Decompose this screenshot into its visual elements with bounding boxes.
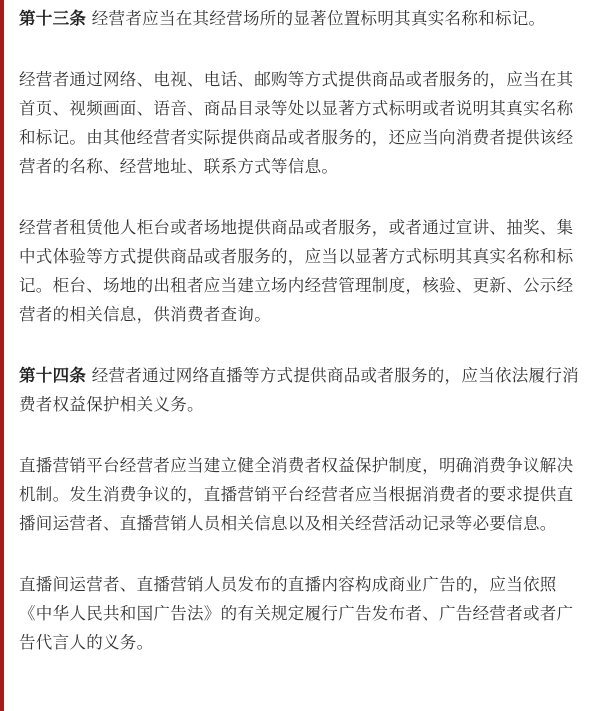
left-accent-bar (0, 0, 4, 711)
paragraph-online-sellers (19, 65, 581, 181)
paragraph-counter-rental (19, 213, 581, 329)
paragraph-text: 直播营销平台经营者应当建立健全消费者权益保护制度，明确消费争议解决机制。发生消费争议的，直播营销平台经营者应当根据消费者的要求提供直播间运营者、直播营销人员相关信息以及相关经营活动记录等必要信息。 (19, 456, 574, 533)
paragraph-text: 经营者租赁他人柜台或者场地提供商品或者服务，或者通过宣讲、抽奖、集中式体验等方式提供商品或者服务的，应当以显著方式标明其真实名称和标记。柜台、场地的出租者应当建立场内经营管理制度，核验、更新、公示经营者的相关信息，供消费者查询。 (19, 218, 574, 324)
paragraph-article-13 (19, 4, 581, 33)
article-number: 第十四条 (19, 366, 87, 385)
paragraph-article-14 (19, 361, 581, 419)
paragraph-text: 经营者通过网络、电视、电话、邮购等方式提供商品或者服务的，应当在其首页、视频画面、语音、商品目录等处以显著方式标明或者说明其真实名称和标记。由其他经营者实际提供商品或者服务的，还应当向消费者提供该经营者的名称、经营地址、联系方式等信息。 (19, 70, 574, 176)
paragraph-livestream-platform (19, 451, 581, 538)
article-number: 第十三条 (19, 9, 87, 28)
paragraph-text: 经营者应当在其经营场所的显著位置标明其真实名称和标记。 (86, 9, 546, 28)
paragraph-text: 经营者通过网络直播等方式提供商品或者服务的，应当依法履行消费者权益保护相关义务。 (19, 366, 579, 414)
paragraph-text: 直播间运营者、直播营销人员发布的直播内容构成商业广告的，应当依照《中华人民共和国广告法》的有关规定履行广告发布者、广告经营者或者广告代言人的义务。 (19, 575, 574, 652)
paragraph-livestream-ads (19, 570, 581, 657)
article-body (19, 0, 581, 657)
